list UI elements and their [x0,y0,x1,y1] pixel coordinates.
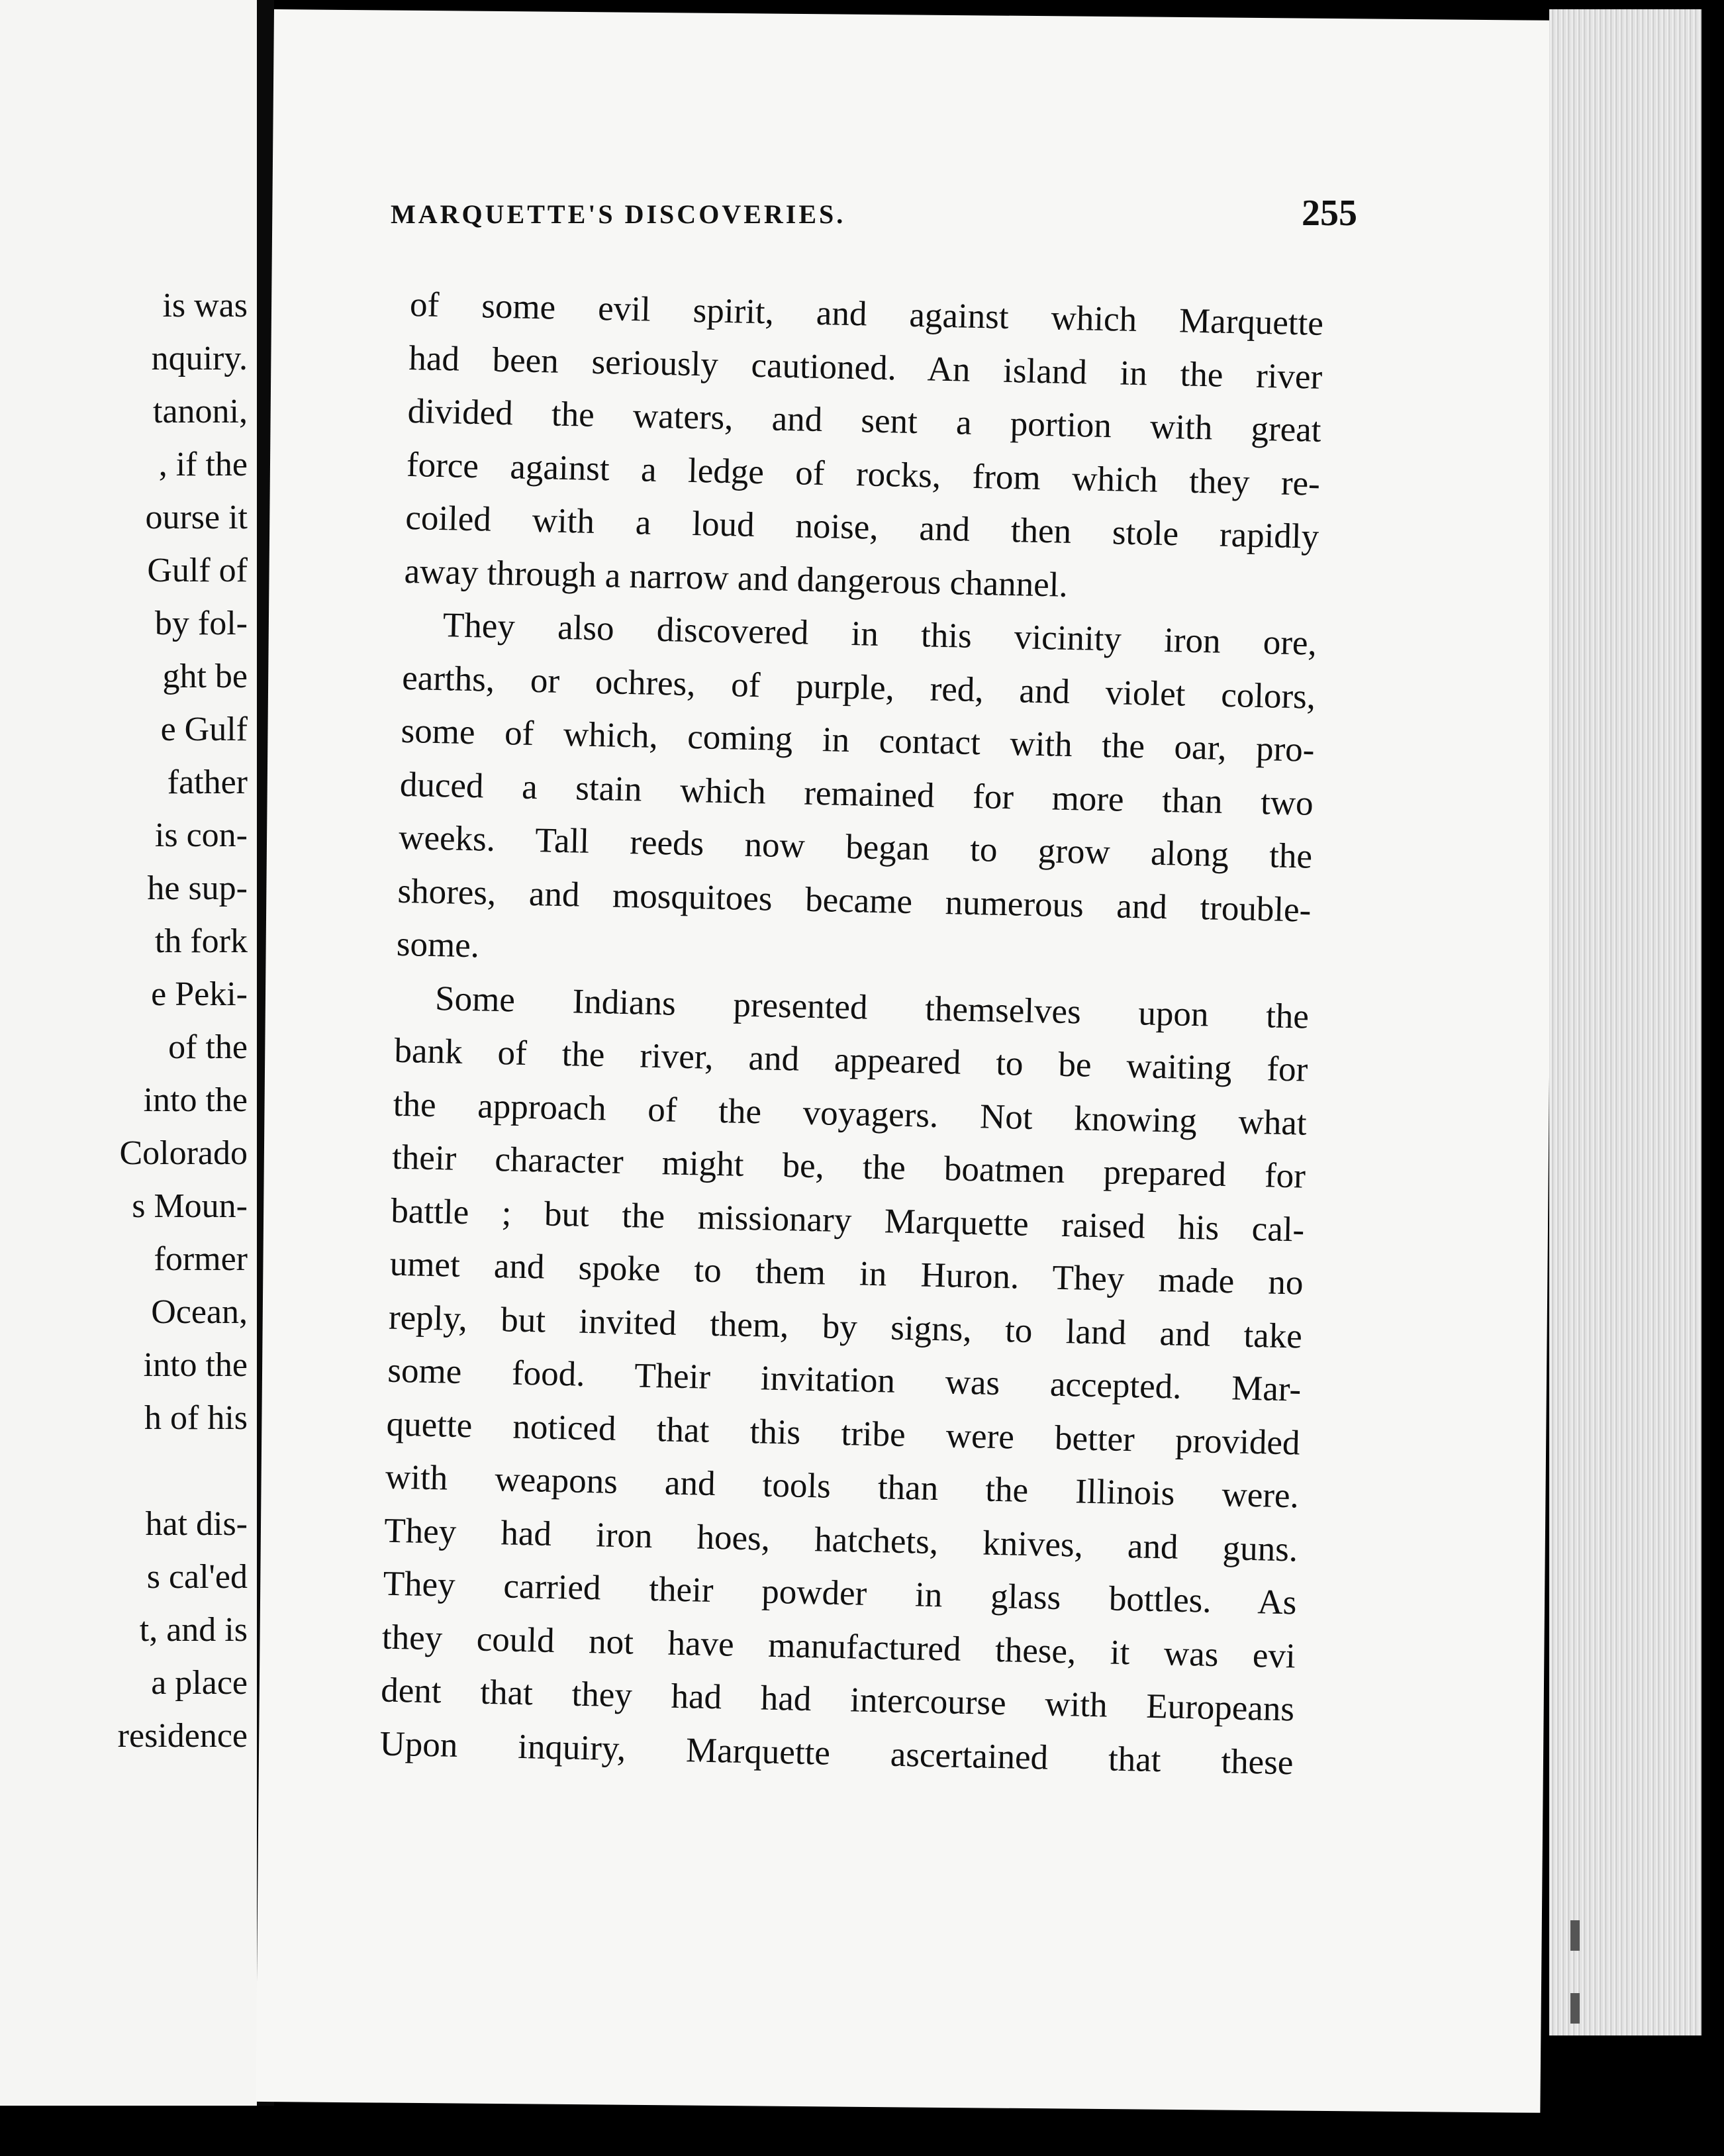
left-page-line: residence [117,1717,248,1755]
text-line: battle ; but the missionary Marquette raised his cal- [390,1191,1305,1250]
text-line: duced a stain which remained for more than two [399,765,1314,823]
text-line: quette noticed that this tribe were better provided [386,1404,1301,1463]
left-page-line: into the [143,1081,248,1119]
page-edge-mark [1570,1993,1580,2024]
text-line: away through a narrow and dangerous channel. [404,552,1069,605]
left-page-line: ght be [162,658,248,695]
page-header [391,193,1357,252]
left-page-line: Ocean, [151,1293,248,1331]
text-line: some. [396,924,480,965]
left-page-line: is was [162,287,248,324]
left-page-line: by fol- [154,605,248,642]
left-page-line: of the [168,1028,248,1066]
text-line: with weapons and tools than the Illinois were. [385,1457,1300,1516]
text-line: they could not have manufactured these, it was evi [381,1618,1296,1675]
left-page-line: Gulf of [147,552,248,589]
left-page-line: h of his [144,1399,248,1437]
body-text [379,278,1324,1789]
page-edge-tabs [1570,1920,1584,2026]
text-line: dent that they had had intercourse with Europeans [380,1671,1295,1729]
text-line: the approach of the voyagers. Not knowing what [393,1085,1308,1143]
left-page-line: into the [143,1346,248,1384]
left-page-line: he sup- [147,869,248,907]
text-line: divided the waters, and sent a portion with great [407,391,1322,450]
running-head: MARQUETTE'S DISCOVERIES. [391,199,846,229]
page-edges [1549,9,1701,2035]
left-page-line: nquiry. [151,340,248,377]
text-line: of some evil spirit, and against which Marquette [409,285,1324,343]
text-line: some of which, coming in contact with the oar, pro- [401,711,1315,769]
left-page-line: s cal'ed [146,1558,248,1596]
text-line: force against a ledge of rocks, from which they re- [406,445,1321,503]
text-line: shores, and mosquitoes became numerous and trouble- [397,871,1312,930]
text-line: Upon inquiry, Marquette ascertained that these [379,1724,1294,1782]
left-page-line: ourse it [145,499,248,536]
left-page-line: former [154,1240,248,1278]
text-line: They had iron hoes, hatchets, knives, and guns. [383,1511,1298,1569]
left-page-line: s Moun- [132,1187,248,1225]
paragraph [404,278,1324,617]
left-page-line: is con- [154,816,248,854]
paragraph [379,971,1310,1789]
text-line: coiled with a loud noise, and then stole rapidly [405,498,1319,556]
left-page-line: tanoni, [153,393,248,430]
paragraph [396,598,1317,990]
text-line: earths, or ochres, of purple, red, and violet colors, [401,658,1316,716]
left-page-line: father [167,763,248,801]
text-line: bank of the river, and appeared to be waiting for [393,1031,1308,1089]
text-line: They also discovered in this vicinity iron ore, [442,606,1317,663]
left-page-line: a place [151,1664,248,1702]
left-page-line: hat dis- [145,1505,248,1543]
left-page-line: e Gulf [160,710,248,748]
text-line: They carried their powder in glass bottles. As [383,1564,1298,1622]
text-line: Some Indians presented themselves upon the [434,979,1310,1036]
left-page-line: e Peki- [151,975,248,1013]
left-page-line: Colorado [119,1134,248,1172]
left-page-line: , if the [158,446,248,483]
left-page [0,0,257,2106]
text-line: had been seriously cautioned. An island in the river [408,338,1323,397]
text-line: reply, but invited them, by signs, to land and take [388,1298,1303,1356]
page-edge-mark [1570,1920,1580,1951]
text-line: weeks. Tall reeds now began to grow along the [398,818,1313,876]
page-number: 255 [1302,193,1357,234]
left-page-line: t, and is [139,1611,248,1649]
text-line: their character might be, the boatmen prepared for [391,1138,1306,1196]
text-line: some food. Their invitation was accepted. Mar- [387,1351,1302,1409]
left-page-line: th fork [154,922,248,960]
text-line: umet and spoke to them in Huron. They made no [389,1244,1304,1302]
